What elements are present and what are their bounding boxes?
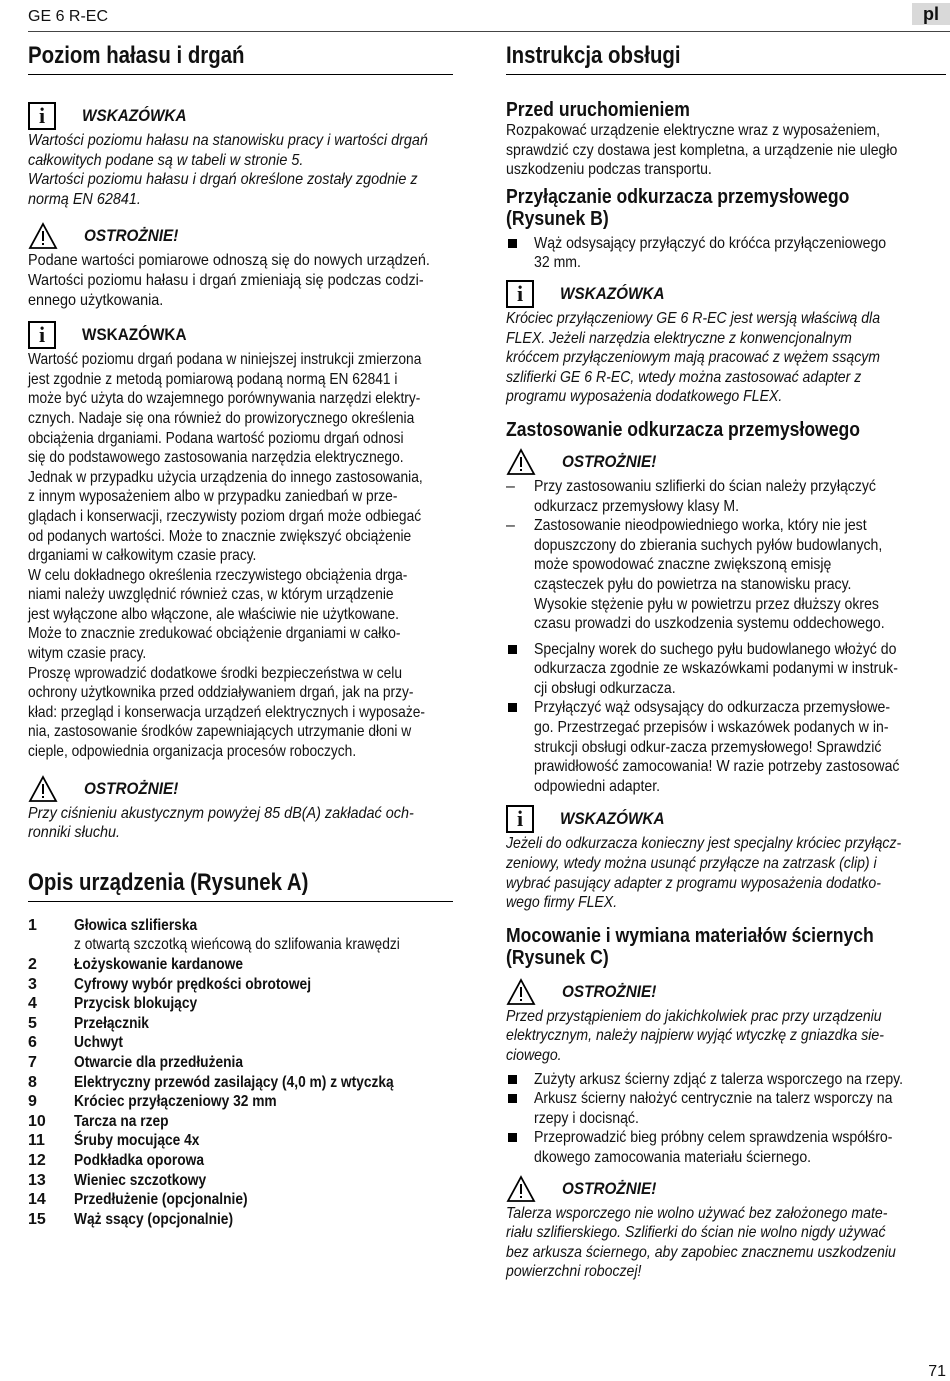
- part-label: Uchwyt: [74, 1034, 123, 1052]
- part-label-wrap: [74, 1014, 149, 1034]
- warning-label: OSTROŻNIE!: [562, 981, 657, 1001]
- part-label: Elektryczny przewód zasilający (4,0 m) z wtyczką: [74, 1073, 394, 1091]
- text-line: całkowitych podane są w tabeli w stronie 5.: [28, 151, 304, 169]
- text-line: Przy ciśnieniu akustycznym powyżej 85 dB(A) zakładać och-: [28, 804, 414, 822]
- list-item: [506, 1089, 946, 1128]
- part-number: 1: [28, 916, 37, 934]
- heading-before-start: Przed uruchomieniem: [506, 99, 690, 121]
- warning-block: [28, 774, 473, 804]
- text-line: wybrać pasujący adapter z programu wyposażenia dodatko-: [506, 874, 881, 892]
- part-item: [28, 1210, 473, 1230]
- part-item: [28, 1014, 473, 1034]
- text-line: go. Przestrzegać przepisów i wskazówek podanych w in-: [534, 719, 889, 737]
- part-label: Wąż ssący (opcjonalnie): [74, 1210, 234, 1228]
- text-line: elektrycznym, należy najpierw wyjąć wtyczkę z gniazdka sie-: [506, 1027, 884, 1045]
- part-label: Podkładka oporowa: [74, 1151, 204, 1169]
- part-label: Przycisk blokujący: [74, 995, 198, 1013]
- text-line: W celu dokładnego określenia rzeczywistego obciążenia drga-: [28, 566, 408, 584]
- note3-text: [506, 309, 946, 407]
- part-item: [28, 1092, 473, 1112]
- text-line: jest zgodnie z metodą pomiarową podaną normą EN 62841 i: [28, 370, 398, 388]
- text-line: rzepy i docisnąć.: [534, 1109, 639, 1127]
- text-line: Przy zastosowaniu szlifierki do ścian należy przyłączyć: [534, 477, 876, 495]
- text-line: króćcem przyłączeniowym mają pracować z wężem ssącym: [506, 349, 880, 367]
- text-line: z innym wyposażeniem albo w przypadku zaniedbań w prze-: [28, 488, 398, 506]
- list-item: [506, 477, 946, 516]
- part-item: [28, 975, 473, 995]
- text-line: FLEX. Jeżeli narzędzia elektryczne z konwencjonalnym: [506, 329, 852, 347]
- dash-bullet: –: [506, 517, 515, 535]
- part-number: 10: [28, 1112, 46, 1130]
- bullet: [508, 1094, 517, 1103]
- note-block: [506, 804, 946, 834]
- list-item-text: [534, 1089, 941, 1128]
- page-number: 71: [928, 1363, 946, 1380]
- part-label: Tarcza na rzep: [74, 1112, 169, 1130]
- text-line: Przeprowadzić bieg próbny celem sprawdzenia współśro-: [534, 1129, 893, 1147]
- part-number: 11: [28, 1132, 45, 1150]
- warning-icon: [506, 1175, 536, 1203]
- note-label: WSKAZÓWKA: [560, 809, 665, 829]
- part-label: Przełącznik: [74, 1014, 149, 1032]
- part-item: [28, 1073, 473, 1093]
- text-line: Wartość poziomu drgań podana w niniejszej instrukcji zmierzona: [28, 351, 422, 369]
- list-item-text: [534, 1128, 941, 1167]
- text-line: normą EN 62841.: [28, 190, 141, 208]
- text-line: Króciec przyłączeniowy GE 6 R-EC jest wersją właściwą dla: [506, 309, 881, 327]
- text-line: Przyłączyć wąż odsysający do odkurzacza przemysłowe-: [534, 699, 891, 717]
- warning-label: OSTROŻNIE!: [562, 451, 657, 471]
- part-number: 8: [28, 1073, 37, 1091]
- part-label: Głowica szlifierska: [74, 916, 198, 934]
- text-line: Jednak w przypadku użycia urządzenia do innego zastosowania,: [28, 468, 423, 486]
- part-label-wrap: [74, 1190, 248, 1210]
- list-item: [506, 698, 946, 796]
- warn2-text: [28, 804, 473, 843]
- part-label-wrap: [74, 1033, 123, 1053]
- text-line: Wartości poziomu hałasu i drgań zmieniają się podczas codzi-: [28, 271, 424, 289]
- part-item: [28, 994, 473, 1014]
- note-block: [28, 101, 473, 131]
- note-label: WSKAZÓWKA: [560, 283, 665, 303]
- bullet: [508, 1133, 517, 1142]
- heading-connect-line1: Przyłączanie odkurzacza przemysłowego: [506, 185, 850, 208]
- part-number: 7: [28, 1053, 37, 1071]
- language-badge: pl: [912, 3, 950, 25]
- text-line: niami należy uwzględnić również czas, w którym urządzenie: [28, 586, 394, 604]
- text-line: ennego użytkowania.: [28, 291, 164, 309]
- part-item: [28, 1112, 473, 1132]
- text-line: Przed przystąpieniem do jakichkolwiek prac przy urządzeniu: [506, 1007, 882, 1025]
- text-line: Jeżeli do odkurzacza konieczny jest specjalny króciec przyłącz-: [506, 835, 902, 853]
- note1-text: [28, 131, 473, 209]
- header-model: GE 6 R-EC: [28, 8, 109, 25]
- text-line: bez arkusza ściernego, aby zapobiec znacznemu uszkodzeniu: [506, 1243, 896, 1261]
- list-item: [506, 516, 946, 634]
- bullet: [508, 703, 517, 712]
- info-icon: i: [506, 805, 534, 833]
- note4-text: [506, 834, 946, 912]
- text-line: wego firmy FLEX.: [506, 894, 618, 912]
- text-line: szlifierki GE 6 R-EC, wtedy można zastosować adapter z: [506, 368, 862, 386]
- text-line: Wysokie stężenie pyłu w powietrzu przez dłuższy okres: [534, 595, 879, 613]
- before-text: [506, 121, 946, 180]
- part-number: 2: [28, 956, 37, 973]
- part-item: [28, 1131, 473, 1151]
- part-item: [28, 916, 473, 955]
- parts-list: [28, 916, 473, 1230]
- text-line: odkurzacz przemysłowy klasy M.: [534, 497, 739, 515]
- text-line: Proszę wprowadzić dodatkowe środki bezpieczeństwa w celu: [28, 664, 402, 682]
- part-item: [28, 1151, 473, 1171]
- part-label: Przedłużenie (opcjonalnie): [74, 1191, 248, 1209]
- info-icon: i: [28, 102, 56, 130]
- warning-block: [506, 977, 946, 1007]
- bullet: [508, 1075, 517, 1084]
- part-number: 3: [28, 975, 37, 993]
- text-line: ciowego.: [506, 1047, 562, 1064]
- list-item: [506, 1128, 946, 1167]
- text-line: Zastosowanie nieodpowiedniego worka, który nie jest: [534, 517, 867, 535]
- text-line: może spowodować znaczne zwiększoną emisję: [534, 556, 832, 574]
- note-block: [506, 279, 946, 309]
- note-label: WSKAZÓWKA: [82, 325, 187, 345]
- bullet: [508, 645, 517, 654]
- list-item-text: [534, 516, 932, 634]
- text-line: Arkusz ścierny nałożyć centrycznie na talerz wsporczy na: [534, 1090, 893, 1108]
- part-number: 12: [28, 1151, 46, 1169]
- part-label: Wieniec szczotkowy: [74, 1171, 207, 1189]
- part-label-wrap: [74, 1151, 204, 1171]
- heading-noise: Poziom hałasu i drgań: [28, 42, 245, 69]
- part-label: Cyfrowy wybór prędkości obrotowej: [74, 975, 312, 993]
- warning-icon: [506, 978, 536, 1006]
- text-line: Wartości poziomu hałasu na stanowisku pracy i wartości drgań: [28, 132, 428, 149]
- text-line: Wartości poziomu hałasu i drgań określone zostały zgodnie z: [28, 171, 418, 189]
- text-line: odkurzacza zgodnie ze wskazówkami podanymi w instruk-: [534, 660, 898, 678]
- part-sublabel: z otwartą szczotką wieńcową do szlifowania krawędzi: [74, 936, 400, 954]
- text-line: dopuszczony do zbierania suchych pyłów budowlanych,: [534, 536, 883, 554]
- part-item: [28, 1033, 473, 1053]
- warn5-text: [506, 1204, 946, 1282]
- part-number: 4: [28, 995, 37, 1013]
- warning-label: OSTROŻNIE!: [84, 778, 179, 798]
- part-label: Króciec przyłączeniowy 32 mm: [74, 1093, 277, 1111]
- part-number: 6: [28, 1034, 37, 1052]
- warning-block: [506, 447, 946, 477]
- text-line: ochrony użytkownika przed oddziaływaniem drgań, jak na przy-: [28, 684, 414, 702]
- part-number: 14: [28, 1191, 46, 1209]
- part-label: Otwarcie dla przedłużenia: [74, 1053, 243, 1071]
- text-line: czasu prowadzi do uszkodzenia systemu oddechowego.: [534, 615, 885, 633]
- right-column: [506, 40, 946, 1282]
- left-column: [28, 40, 473, 1229]
- warning-block: [28, 221, 473, 251]
- part-label-wrap: [74, 1092, 277, 1112]
- list-item-text: [534, 698, 949, 796]
- list-item-text: [534, 477, 923, 516]
- text-line: riału szlifierskiego. Szlifierki do ścian nie wolno nigdy używać: [506, 1224, 886, 1242]
- text-line: się do podstawowego zastosowania narzędzia elektrycznego.: [28, 449, 404, 467]
- part-label-wrap: [74, 955, 243, 975]
- text-line: Może to znacznie zredukować obciążenie drganiami w całko-: [28, 625, 401, 643]
- text-line: Rozpakować urządzenie elektryczne wraz z wyposażeniem,: [506, 122, 881, 139]
- part-label-wrap: [74, 1171, 206, 1191]
- list-item-text: [534, 1070, 950, 1090]
- part-item: [28, 955, 473, 975]
- text-line: dkowego zamocowania materiału ściernego.: [534, 1148, 812, 1166]
- text-line: jest wyłączone albo włączone, ale właściwie nie użytkowane.: [28, 605, 399, 623]
- text-line: odpowiedni adapter.: [534, 777, 661, 795]
- part-label-wrap: [74, 1112, 169, 1132]
- text-line: kład: przegląd i konserwacja urządzeń elektrycznych i wyposaże-: [28, 703, 425, 721]
- part-label-wrap: [74, 1053, 243, 1073]
- part-label: Śruby mocujące 4x: [74, 1132, 200, 1150]
- text-line: ronniki słuchu.: [28, 824, 121, 842]
- list-item-text: [534, 234, 934, 273]
- text-line: nia, zastosowanie środków zapewniających utrzymanie dłoni w: [28, 723, 412, 741]
- info-icon: i: [28, 321, 56, 349]
- text-line: obciążenia drganiami. Podana wartość poziomu drgań odnosi: [28, 429, 404, 447]
- warning-block: [506, 1174, 946, 1204]
- part-number: 15: [28, 1210, 46, 1228]
- part-item: [28, 1171, 473, 1191]
- text-line: programu wyposażenia dodatkowego FLEX.: [506, 388, 783, 406]
- note2-text: [28, 350, 473, 761]
- heading-use-vacuum: Zastosowanie odkurzacza przemysłowego: [506, 418, 861, 441]
- list-item: [506, 1070, 946, 1090]
- warning-label: OSTROŻNIE!: [84, 226, 179, 246]
- part-number: 9: [28, 1093, 37, 1111]
- text-line: Zużyty arkusz ścierny zdjąć z talerza wsporczego na rzepy.: [534, 1070, 904, 1088]
- part-number: 13: [28, 1171, 46, 1189]
- warning-icon: [28, 775, 58, 803]
- header-rule: [28, 31, 950, 32]
- text-line: Podane wartości pomiarowe odnoszą się do nowych urządzeń.: [28, 252, 430, 270]
- heading-connect-line2: (Rysunek B): [506, 207, 609, 230]
- text-line: Specjalny worek do suchego pyłu budowlanego włożyć do: [534, 640, 897, 658]
- text-line: może być użyta do wzajemnego porównywania narzędzi elektry-: [28, 390, 421, 408]
- warn1-text: [28, 251, 473, 310]
- text-line: prawidłowość zamocowania! W razie potrzeby zastosować: [534, 758, 900, 776]
- text-line: cji obsługi odkurzacza.: [534, 679, 676, 697]
- text-line: sprawdzić czy dostawa jest kompletna, a urządzenie nie uległo: [506, 141, 898, 159]
- list-item: [506, 640, 946, 699]
- text-line: glądach i konserwacji, rzeczywisty poziom drgań może odbiegać: [28, 507, 422, 525]
- warn4-text: [506, 1007, 946, 1066]
- bullet: [508, 239, 517, 248]
- text-line: strukcji obsługi odkur-zacza przemysłowego! Sprawdzić: [534, 738, 882, 756]
- heading-rule: [28, 901, 453, 902]
- warning-label: OSTROŻNIE!: [562, 1178, 657, 1198]
- text-line: uszkodzeniu podczas transportu.: [506, 161, 712, 179]
- part-label-wrap: [74, 994, 197, 1014]
- text-line: od podanych wartości. Może to znacznie zwiększyć obciążenie: [28, 527, 412, 545]
- text-line: zeniowy, wtedy można usunąć przyłącze na zatrzask (clip) i: [506, 855, 877, 873]
- list-item-text: [534, 640, 948, 699]
- text-line: powierzchni roboczej!: [506, 1263, 642, 1281]
- text-line: drganiami w całkowitym czasie pracy.: [28, 547, 257, 565]
- part-label-wrap: [74, 1210, 233, 1230]
- part-label-wrap: [74, 1131, 199, 1151]
- text-line: witym czasie pracy.: [28, 645, 147, 663]
- part-item: [28, 1053, 473, 1073]
- text-line: Talerza wsporczego nie wolno używać bez założonego mate-: [506, 1204, 888, 1222]
- note-block: [28, 320, 473, 350]
- part-label: Łożyskowanie kardanowe: [74, 956, 244, 973]
- text-line: cznych. Nadaje się ona również do prowizorycznego określenia: [28, 409, 415, 427]
- text-line: Wąż odsysający przyłączyć do króćca przyłączeniowego: [534, 234, 887, 252]
- part-label-wrap: [74, 975, 311, 995]
- warning-icon: [28, 222, 58, 250]
- dash-bullet: –: [506, 477, 515, 495]
- part-label-wrap: [74, 916, 400, 955]
- heading-instructions: Instrukcja obsługi: [506, 42, 681, 69]
- note-label: WSKAZÓWKA: [82, 106, 187, 125]
- part-number: 5: [28, 1014, 37, 1032]
- heading-mounting-line2: (Rysunek C): [506, 946, 609, 969]
- warning-icon: [506, 448, 536, 476]
- heading-description: Opis urządzenia (Rysunek A): [28, 868, 309, 896]
- text-line: cieple, odpowiednia organizacja procesów roboczych.: [28, 743, 357, 761]
- heading-mounting-line1: Mocowanie i wymiana materiałów ściernych: [506, 924, 874, 947]
- part-item: [28, 1190, 473, 1210]
- part-label-wrap: [74, 1073, 394, 1093]
- text-line: cząsteczek pyłu do powietrza na stanowisku pracy.: [534, 575, 852, 593]
- info-icon: i: [506, 280, 534, 308]
- list-item: [506, 234, 946, 273]
- text-line: 32 mm.: [534, 254, 581, 272]
